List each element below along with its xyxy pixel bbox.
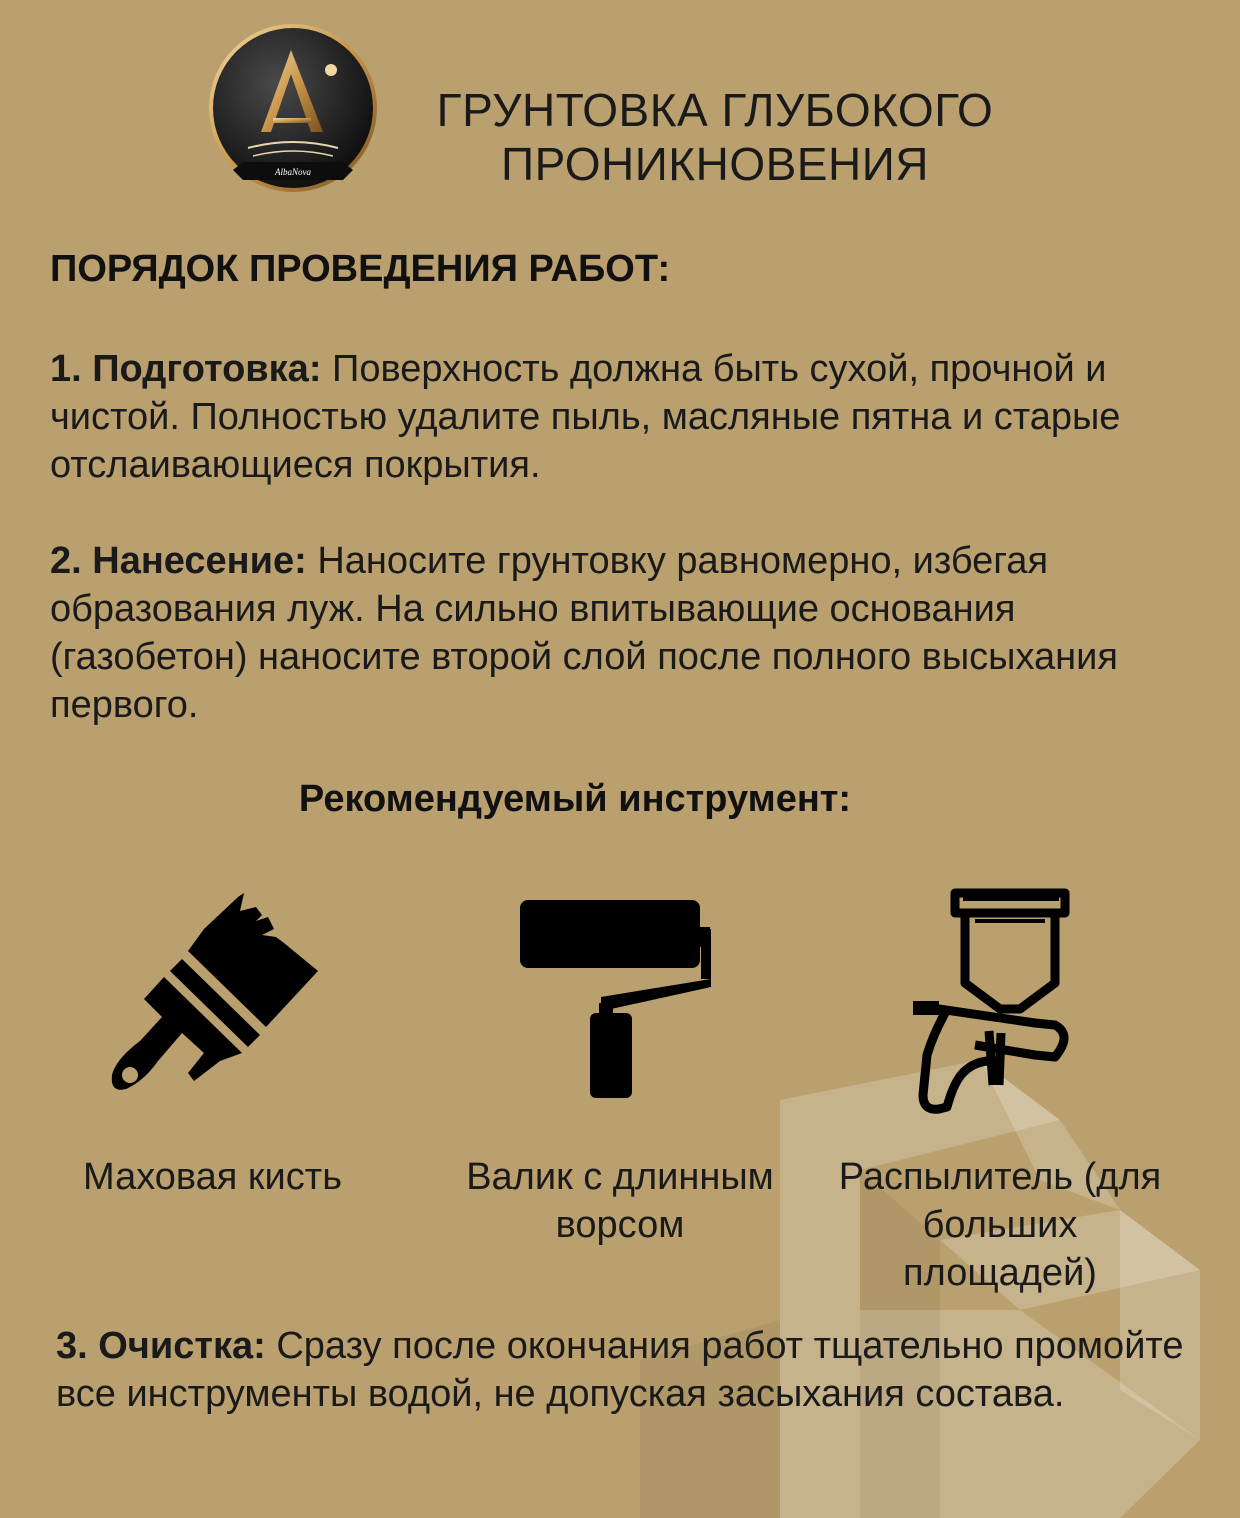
step-preparation [50, 345, 1200, 489]
step-cleaning [56, 1322, 1206, 1418]
step-text: Поверхность должна быть сухой, прочной и чистой. Полностью удалите пыль, масляные пятна и старые отслаивающиеся покрытия. [50, 348, 1121, 486]
section-heading: ПОРЯДОК ПРОВЕДЕНИЯ РАБОТ: [50, 248, 671, 290]
tool-label-roller: Валик с длинным ворсом [466, 1156, 774, 1246]
title-line-1: ГРУНТОВКА ГЛУБОКОГО [436, 83, 994, 136]
step-label: 3. Очистка: [56, 1325, 266, 1367]
tools-heading: Рекомендуемый инструмент: [298, 778, 852, 820]
step-text: Наносите грунтовку равномерно, избегая образования луж. На сильно впитывающие основания (газобетон) наносите второй слой после полного высыхания первого. [50, 540, 1118, 726]
step-label: 1. Подготовка: [50, 348, 322, 390]
page-title [400, 83, 1030, 191]
logo-brand-text: AlbaNova [275, 167, 311, 177]
step-application [50, 537, 1200, 729]
tool-label-sprayer: Распылитель (для больших площадей) [838, 1156, 1162, 1294]
albanova-logo [203, 22, 383, 200]
paint-brush-icon [108, 885, 328, 1100]
title-line-2: ПРОНИКНОВЕНИЯ [501, 137, 929, 190]
tool-label-brush: Маховая кисть [82, 1156, 342, 1198]
step-label: 2. Нанесение: [50, 540, 307, 582]
spray-gun-icon [905, 885, 1085, 1120]
step-text: Сразу после окончания работ тщательно промойте все инструменты водой, не допуская засыхания состава. [56, 1325, 1184, 1415]
paint-roller-icon [515, 895, 715, 1100]
